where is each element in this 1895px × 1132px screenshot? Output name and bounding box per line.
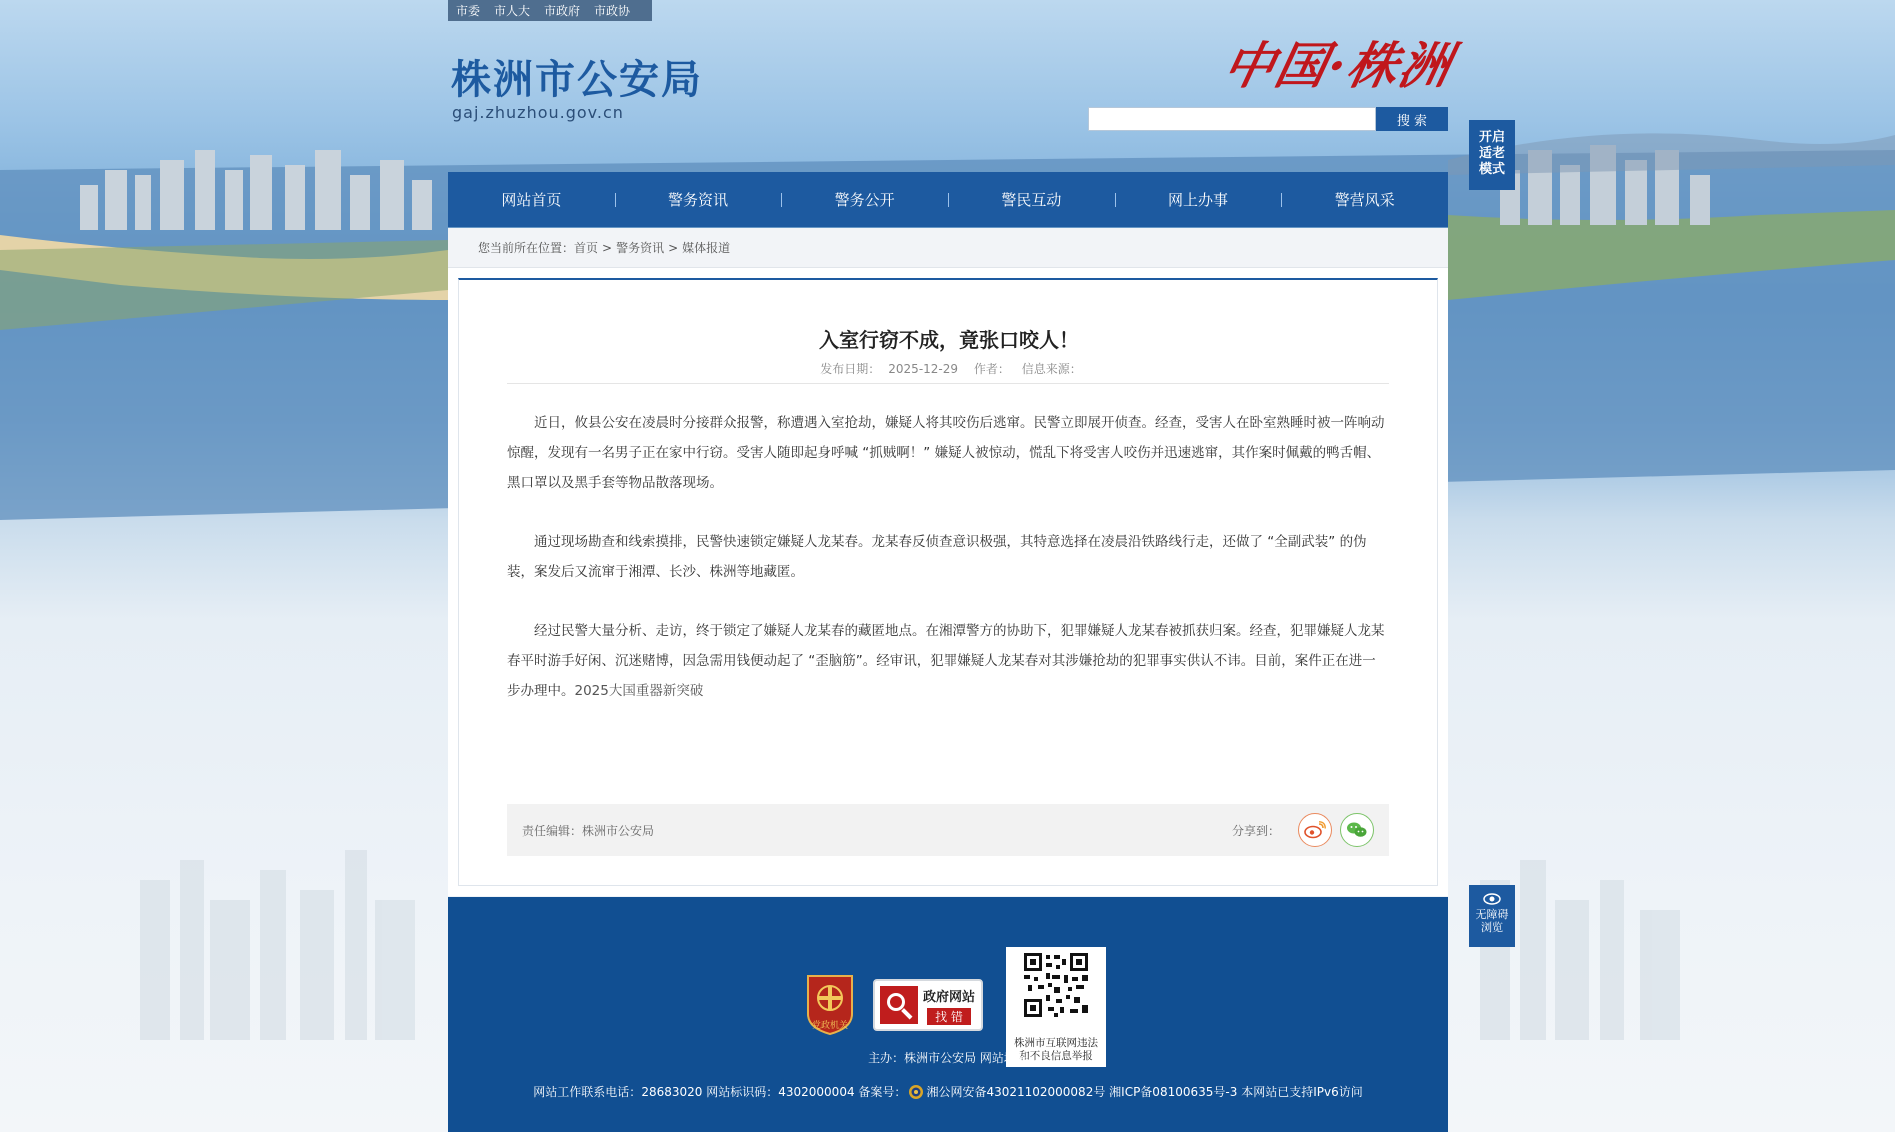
top-links-bar [448, 0, 652, 21]
nav-police-news[interactable]: 警务资讯 [615, 189, 782, 210]
breadcrumb-separator: > [668, 240, 679, 255]
article-paragraph: 近日，攸县公安在凌晨时分接群众报警，称遭遇入室抢劫，嫌疑人将其咬伤后逃窜。民警立即展开侦查。经查，受害人在卧室熟睡时被一阵响动惊醒，发现有一名男子正在家中行窃。受害人随即起身呼喊 “抓贼啊！” 嫌疑人被惊动，慌乱下将受害人咬伤并迅速逃窜，其作案时佩戴的鸭舌帽、黑口罩以及黑手套等物品散落现场。 [507, 415, 1385, 491]
top-link-cppcc[interactable]: 市政协 [594, 4, 631, 18]
party-government-badge[interactable] [804, 974, 856, 1036]
elder-mode-label-2: 适老 [1478, 146, 1505, 161]
accessibility-button[interactable] [1469, 885, 1515, 947]
top-link-municipal-committee[interactable]: 市委 [456, 4, 481, 18]
city-slogan-logo: 中国·株洲 [1217, 36, 1458, 95]
share-weibo-button[interactable] [1298, 813, 1332, 847]
date-label: 发布日期： [820, 362, 881, 376]
ipv6-notice: 本网站已支持IPv6访问 [1241, 1085, 1363, 1099]
responsible-editor [522, 822, 1232, 839]
share-wechat-button[interactable] [1340, 813, 1374, 847]
elder-mode-button[interactable] [1469, 120, 1515, 190]
weibo-icon [1304, 821, 1326, 839]
party-badge-label: 党政机关 [811, 1021, 848, 1031]
host-name: 株洲市公安局 [904, 1051, 977, 1065]
article-paragraph: 通过现场勘查和线索摸排，民警快速锁定嫌疑人龙某春。龙某春反侦查意识极强，其特意选择在凌晨沿铁路线行走，还做了 “全副武装” 的伪装，案发后又流窜于湘潭、长沙、株洲等地藏匿。 [507, 534, 1367, 580]
nav-police-disclosure[interactable]: 警务公开 [781, 189, 948, 210]
related-link[interactable]: 2025大国重器新突破 [574, 683, 704, 699]
breadcrumb-media-reports[interactable]: 媒体报道 [682, 241, 731, 255]
elder-mode-label-3: 模式 [1478, 162, 1505, 177]
main-nav [448, 172, 1448, 227]
error-badge-line1: 政府网站 [923, 989, 976, 1005]
contact-label: 网站工作联系电话： [533, 1085, 642, 1099]
breadcrumb [448, 228, 1448, 268]
error-report-text [923, 986, 975, 1025]
breadcrumb-prefix: 您当前所在位置： [478, 241, 575, 255]
share-label: 分享到： [1231, 823, 1280, 838]
wechat-icon [1346, 821, 1368, 839]
footer-host-line [448, 1049, 1448, 1066]
qr-caption-line2: 和不良信息举报 [1019, 1050, 1093, 1062]
article-paragraph-text: 经过民警大量分析、走访，终于锁定了嫌疑人龙某春的藏匿地点。在湘潭警方的协助下，犯罪嫌疑人龙某春被抓获归案。经查，犯罪嫌疑人龙某春平时游手好闲、沉迷赌博，因急需用钱便动起了 “歪脑筋”。经审讯，犯罪嫌疑人龙某春对其涉嫌抢劫的犯罪事实供认不讳。目前，案件正在进一步办理中。 [507, 623, 1385, 699]
site-footer [448, 897, 1448, 1132]
top-link-municipal-government[interactable]: 市政府 [544, 4, 581, 18]
accessibility-label-2: 浏览 [1481, 921, 1503, 934]
eye-icon [1469, 893, 1515, 908]
nav-interaction[interactable]: 警民互动 [948, 189, 1115, 210]
elder-mode-label-1: 开启 [1478, 130, 1505, 145]
search-input[interactable] [1088, 107, 1376, 131]
site-id: 4302000004 [778, 1084, 855, 1099]
footer-info-line [448, 1083, 1448, 1100]
contact-phone: 28683020 [641, 1084, 703, 1099]
article-body [507, 408, 1389, 735]
accessibility-label-1: 无障碍 [1475, 908, 1509, 921]
sitemap-link[interactable]: 网站地图 [979, 1051, 1028, 1065]
breadcrumb-home[interactable]: 首页 [574, 241, 599, 255]
search-button[interactable]: 搜 索 [1376, 107, 1448, 131]
gov-site-error-report-badge[interactable] [873, 979, 983, 1031]
article-date [816, 362, 962, 376]
breadcrumb-police-news[interactable]: 警务资讯 [616, 241, 665, 255]
date-value: 2025-12-29 [888, 362, 959, 376]
qr-caption-line1: 株洲市互联网违法 [1014, 1037, 1098, 1049]
police-badge-icon [908, 1084, 924, 1100]
site-id-label: 网站标识码： [706, 1085, 779, 1099]
site-title[interactable]: 株洲市公安局 [451, 56, 703, 103]
article-container [448, 268, 1448, 896]
police-record-link[interactable]: 湘公网安备43021102000082号 [926, 1085, 1106, 1099]
qr-code-icon [1010, 951, 1102, 1031]
breadcrumb-separator: > [602, 240, 613, 255]
error-badge-line2: 找 错 [927, 1008, 971, 1025]
title-divider [507, 383, 1389, 384]
article-paragraph [507, 616, 1389, 706]
host-label: 主办： [868, 1051, 905, 1065]
top-link-peoples-congress[interactable]: 市人大 [494, 4, 531, 18]
article-author: 作者： [973, 362, 1010, 376]
editor-label: 责任编辑： [522, 823, 583, 838]
nav-online-services[interactable]: 网上办事 [1115, 189, 1282, 210]
magnifier-icon [879, 985, 919, 1025]
icp-record-link[interactable]: 湘ICP备08100635号-3 [1109, 1085, 1238, 1099]
nav-police-gallery[interactable]: 警营风采 [1281, 189, 1448, 210]
article-source: 信息来源： [1021, 362, 1082, 376]
site-url: gaj.zhuzhou.gov.cn [452, 103, 624, 122]
search-bar [1088, 107, 1448, 131]
article-footer [507, 804, 1389, 856]
nav-home[interactable]: 网站首页 [501, 191, 562, 209]
editor-name: 株洲市公安局 [582, 823, 655, 838]
article-meta [459, 360, 1439, 377]
record-label: 备案号： [858, 1085, 907, 1099]
article-title: 入室行窃不成，竟张口咬人！ [819, 328, 1079, 352]
article-panel [458, 278, 1438, 886]
